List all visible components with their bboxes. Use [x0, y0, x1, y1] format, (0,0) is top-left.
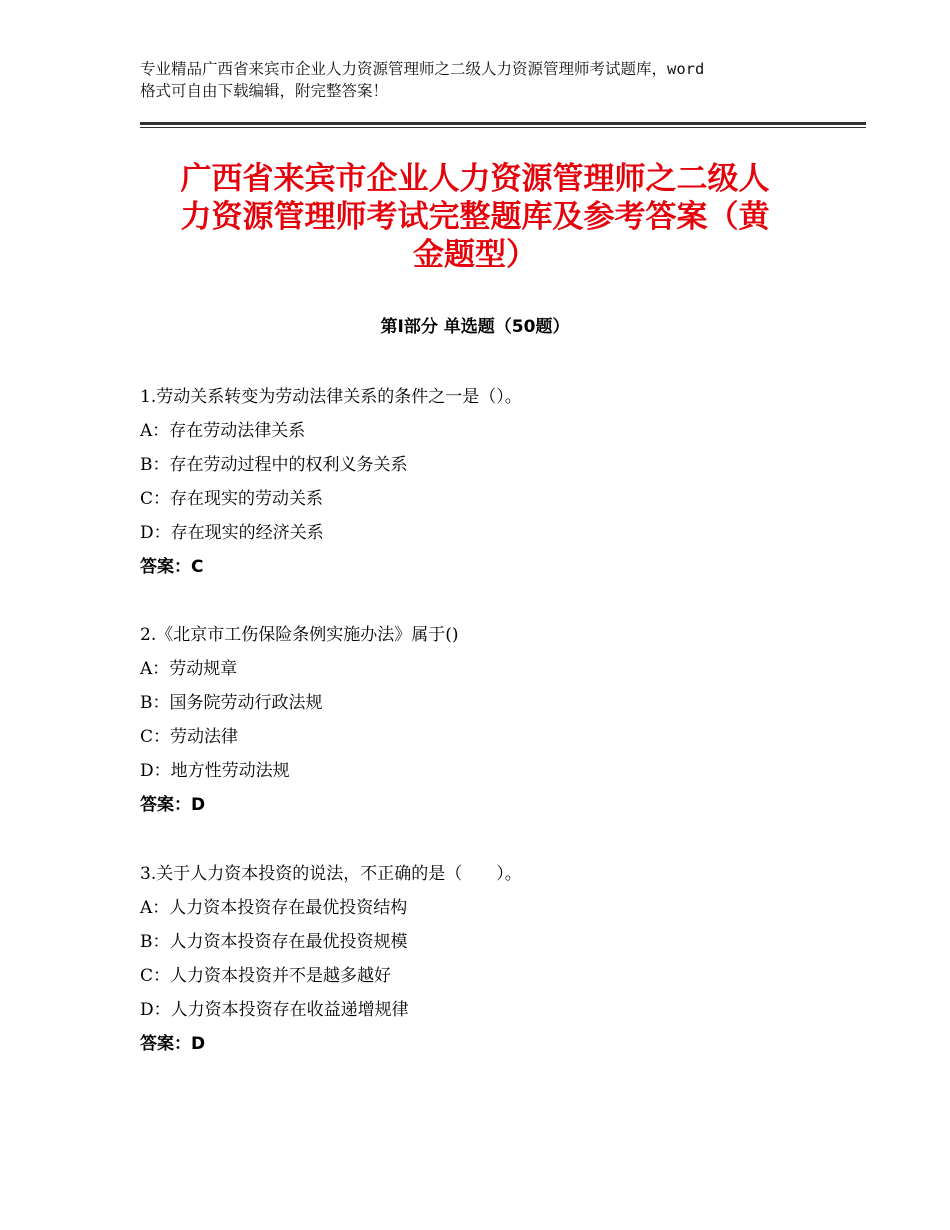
document-title-line-3: 金题型） [413, 237, 537, 273]
option-d: D：地方性劳动法规 [140, 761, 290, 781]
question-stem: 3.关于人力资本投资的说法，不正确的是（ ）。 [140, 864, 522, 884]
question-stem: 2.《北京市工伤保险条例实施办法》属于() [140, 625, 459, 645]
question-stem: 1.劳动关系转变为劳动法律关系的条件之一是（）。 [140, 387, 522, 407]
option-d: D：人力资本投资存在收益递增规律 [140, 1000, 409, 1020]
section-heading: 第Ⅰ部分 单选题（50题） [380, 317, 570, 337]
option-c: C：劳动法律 [140, 727, 239, 747]
header-note [140, 58, 830, 102]
answer-line: 答案：D [140, 795, 206, 815]
header-divider-thick [140, 122, 866, 125]
document-title [120, 160, 830, 274]
option-d: D：存在现实的经济关系 [140, 523, 324, 543]
option-a: A：劳动规章 [140, 659, 238, 679]
header-note-line-2: 格式可自由下载编辑，附完整答案！ [140, 82, 389, 100]
option-a: A：人力资本投资存在最优投资结构 [140, 898, 408, 918]
question-1 [140, 380, 840, 584]
header-divider-thin [140, 127, 866, 128]
option-b: B：国务院劳动行政法规 [140, 693, 323, 713]
answer-line: 答案：D [140, 1034, 206, 1054]
document-title-line-2: 力资源管理师考试完整题库及参考答案（黄 [180, 199, 770, 235]
option-c: C：存在现实的劳动关系 [140, 489, 324, 509]
option-a: A：存在劳动法律关系 [140, 421, 306, 441]
header-note-line-1: 专业精品广西省来宾市企业人力资源管理师之二级人力资源管理师考试题库，word [140, 60, 705, 78]
option-b: B：人力资本投资存在最优投资规模 [140, 932, 408, 952]
document-title-line-1: 广西省来宾市企业人力资源管理师之二级人 [180, 161, 770, 197]
question-3 [140, 857, 840, 1061]
option-b: B：存在劳动过程中的权利义务关系 [140, 455, 408, 475]
option-c: C：人力资本投资并不是越多越好 [140, 966, 392, 986]
answer-line: 答案：C [140, 557, 204, 577]
question-2 [140, 618, 840, 822]
